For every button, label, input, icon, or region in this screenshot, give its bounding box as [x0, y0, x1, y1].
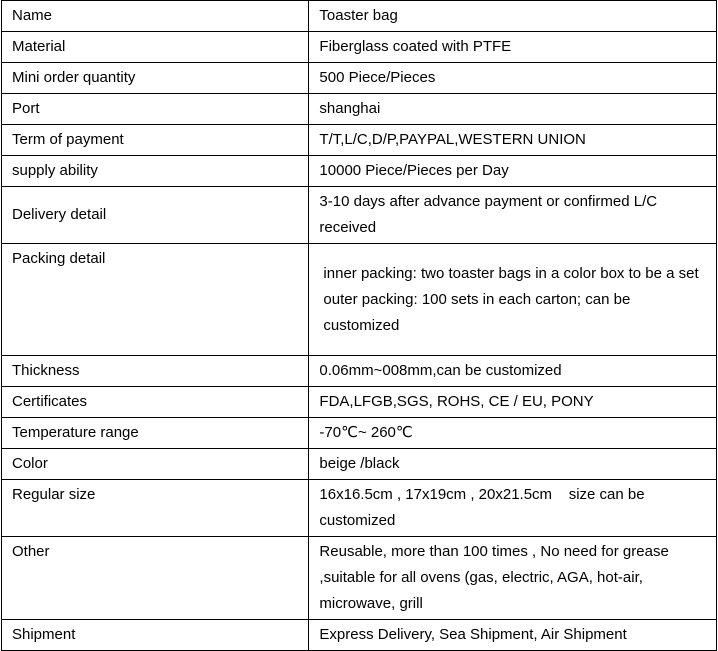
packing-inner-line: inner packing: two toaster bags in a color box to be a set [323, 264, 699, 282]
table-row-thickness [2, 356, 717, 387]
row-value [309, 244, 717, 356]
row-value: 0.06mm~008mm,can be customized [309, 356, 717, 387]
table-row-material [2, 32, 717, 63]
packing-outer-line: outer packing: 100 sets in each carton; can be customized [323, 290, 631, 334]
row-value: FDA,LFGB,SGS, ROHS, CE / EU, PONY [309, 387, 717, 418]
row-value: 10000 Piece/Pieces per Day [309, 156, 717, 187]
row-label: supply ability [2, 156, 309, 187]
table-row-port [2, 94, 717, 125]
table-row-name [2, 1, 717, 32]
table-row-packing-detail [2, 244, 717, 356]
row-label: Delivery detail [2, 187, 309, 244]
row-label: Other [2, 537, 309, 620]
row-value: beige /black [309, 449, 717, 480]
row-value: 16x16.5cm , 17x19cm , 20x21.5cm size can be customized [309, 480, 717, 537]
table-row-term-of-payment [2, 125, 717, 156]
row-value: 3-10 days after advance payment or confirmed L/C received [309, 187, 717, 244]
row-value: Toaster bag [309, 1, 717, 32]
row-label: Shipment [2, 620, 309, 651]
row-value: shanghai [309, 94, 717, 125]
table-row-shipment [2, 620, 717, 651]
table-row-temperature-range [2, 418, 717, 449]
table-row-supply-ability [2, 156, 717, 187]
row-label: Packing detail [2, 244, 309, 356]
row-label: Material [2, 32, 309, 63]
row-label: Mini order quantity [2, 63, 309, 94]
table-row-mini-order-quantity [2, 63, 717, 94]
row-label: Name [2, 1, 309, 32]
table-row-other [2, 537, 717, 620]
row-label: Color [2, 449, 309, 480]
table-row-regular-size [2, 480, 717, 537]
row-label: Term of payment [2, 125, 309, 156]
row-label: Regular size [2, 480, 309, 537]
table-row-color [2, 449, 717, 480]
row-value: T/T,L/C,D/P,PAYPAL,WESTERN UNION [309, 125, 717, 156]
row-label: Port [2, 94, 309, 125]
product-spec-table [1, 0, 717, 651]
row-label: Temperature range [2, 418, 309, 449]
row-label: Thickness [2, 356, 309, 387]
row-value: Reusable, more than 100 times , No need for grease ,suitable for all ovens (gas, electric, AGA, hot-air, microwave, grill [309, 537, 717, 620]
row-value: Express Delivery, Sea Shipment, Air Shipment [309, 620, 717, 651]
row-value: -70℃~ 260℃ [309, 418, 717, 449]
row-label: Certificates [2, 387, 309, 418]
row-value: Fiberglass coated with PTFE [309, 32, 717, 63]
table-row-certificates [2, 387, 717, 418]
table-row-delivery-detail [2, 187, 717, 244]
row-value: 500 Piece/Pieces [309, 63, 717, 94]
